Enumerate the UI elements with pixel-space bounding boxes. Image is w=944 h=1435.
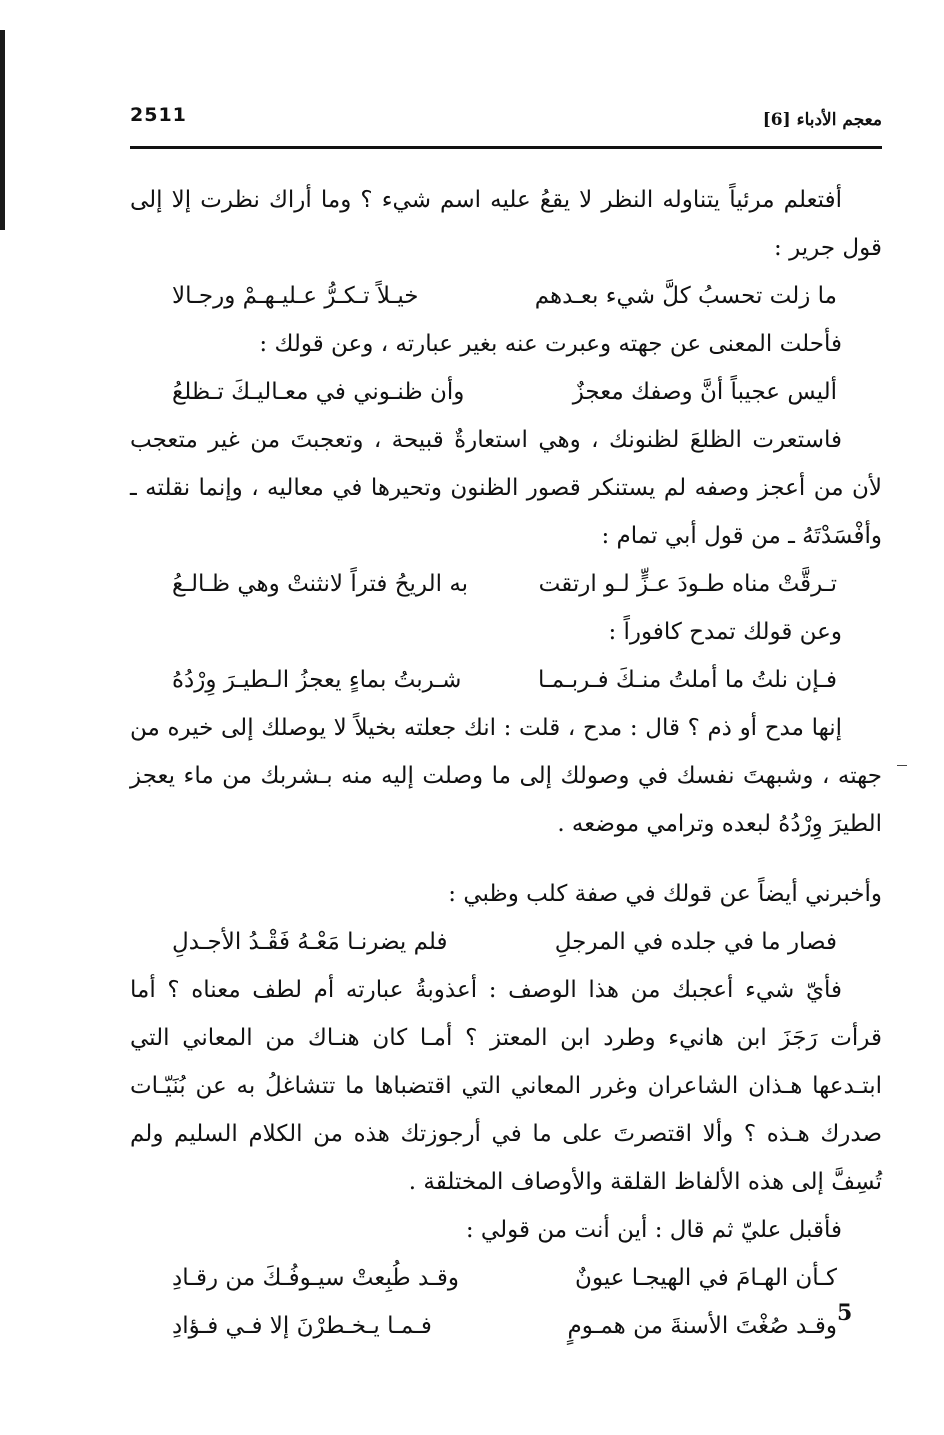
paragraph: وعن قولك تمدح كافوراً : xyxy=(608,619,842,645)
verse-line xyxy=(130,560,882,608)
page-number: 2511 xyxy=(130,104,187,126)
verse-second-hemistich: فلم يضرنـا مَعْـهُ فَقْـدُ الأجـدلِ xyxy=(172,929,448,955)
page-body xyxy=(130,176,882,1350)
verse-second-hemistich: وأن ظنـوني في معـاليـكَ تـظلعُ xyxy=(172,379,465,405)
page-header xyxy=(130,104,882,144)
verse-first-hemistich: فـإن نلتُ ما أملتُ منـكَ فـربـمـا xyxy=(537,667,837,693)
verse-line xyxy=(130,1254,882,1302)
paragraph: فأحلت المعنى عن جهته وعبرت عنه بغير عبارته ، وعن قولك : xyxy=(259,331,842,357)
verse-line xyxy=(130,918,882,966)
verse-second-hemistich: خيـلاً تـكـرُّ عـليـهـمْ ورجـالا xyxy=(172,283,419,309)
header-rule xyxy=(130,146,882,149)
verse-second-hemistich: به الريحُ فتراً لانثنتْ وهي ظـالـعُ xyxy=(172,571,469,597)
verse-line xyxy=(130,272,882,320)
verse-second-hemistich: وقـد طُبِعتْ سيـوفُـكَ من رقـادِ xyxy=(172,1265,459,1291)
verse-line xyxy=(130,656,882,704)
verse-first-hemistich: تـرقَّتْ مناه طـودَ عـزٍّ لـو ارتقت xyxy=(538,571,837,597)
paragraph: إنها مدح أو ذم ؟ قال : مدح ، قلت : انك جعلته بخيلاً لا يوصلك إلى خيره من جهته ، وشبهتَ نفسك في وصولك إلى ما وصلت إليه منه بـشربك من ماء يعجز الطيرَ وِرْدُهُ لبعده وترامي موضعه . xyxy=(130,715,882,837)
paragraph: فأيّ شيء أعجبك من هذا الوصف : أعذوبةُ عبارته أم لطف معناه ؟ أما قرأت رَجَزَ ابن هانيء وطرد ابن المعتز ؟ أمـا كان هنـاك من المعاني التي ابتـدعها هـذان الشاعران وغرر المعاني التي اقتضباها ما تتشاغلُ به عن بُنَيّـات صدرك هـذه ؟ وألا اقتصرتَ على ما في أرجوزتك هذه من الكلام السليم ولم تُسِفَّ إلى هذه الألفاظ القلقة والأوصاف المختلقة . xyxy=(130,977,882,1195)
paragraph: فأقبل عليّ ثم قال : أين أنت من قولي : xyxy=(465,1217,842,1243)
paragraph-gap xyxy=(130,848,882,870)
scan-edge-mark xyxy=(0,30,5,230)
verse-second-hemistich: فـمـا يـخـطرْنَ إلا فـي فـؤادِ xyxy=(172,1313,432,1339)
verse-first-hemistich: أليس عجيباً أنَّ وصفك معجزٌ xyxy=(572,379,837,405)
running-head: معجم الأدباء [6] xyxy=(762,110,882,130)
verse-first-hemistich: فصار ما في جلده في المرجلِ xyxy=(554,929,837,955)
verse-line xyxy=(130,1302,882,1350)
margin-mark xyxy=(897,765,907,766)
paragraph: وأخبرني أيضاً عن قولك في صفة كلب وظبي : xyxy=(448,881,882,907)
folio-number: 5 xyxy=(837,1300,853,1326)
verse-second-hemistich: شـربتُ بماءٍ يعجزُ الـطيـرَ وِرْدُهُ xyxy=(172,667,462,693)
verse-first-hemistich: كـأن الهـامَ في الهيجـا عيونٌ xyxy=(575,1265,837,1291)
paragraph: أفتعلم مرئياً يتناوله النظر لا يقعُ عليه اسم شيء ؟ وما أراك نظرت إلا إلى قول جرير : xyxy=(130,187,882,261)
paragraph: فاستعرت الظلعَ لظنونك ، وهي استعارةٌ قبيحة ، وتعجبتَ من غير متعجب لأن من أعجز وصفه لم يستنكر قصور الظنون وتحيرها في معاليه ، وإنما نقلته ـ وأفْسَدْتَهُ ـ من قول أبي تمام : xyxy=(130,427,882,549)
verse-line xyxy=(130,368,882,416)
verse-first-hemistich: وقـد صُغْتَ الأسنةَ من همـومٍ xyxy=(567,1313,837,1339)
verse-first-hemistich: ما زلت تحسبُ كلَّ شيء بعـدهم xyxy=(534,283,837,309)
